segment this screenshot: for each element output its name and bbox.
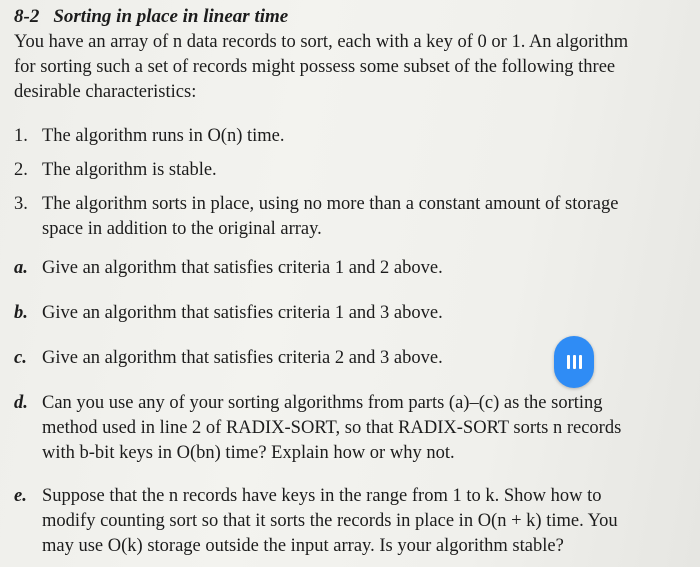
criterion-3 — [14, 192, 684, 242]
criterion-label: 1. — [14, 126, 28, 146]
criterion-label: 3. — [14, 194, 28, 214]
part-a — [14, 256, 684, 281]
intro-paragraph — [14, 30, 684, 105]
part-b — [14, 301, 684, 326]
floating-menu-button[interactable] — [554, 336, 594, 388]
criterion-text: The algorithm sorts in place, using no more than a constant amount of storage — [42, 194, 619, 214]
part-d — [14, 391, 684, 466]
intro-line: desirable characteristics: — [14, 82, 197, 102]
part-text: Can you use any of your sorting algorithms from parts (a)–(c) as the sorting — [42, 393, 603, 413]
criterion-2 — [14, 158, 684, 183]
part-text: Give an algorithm that satisfies criteria 1 and 2 above. — [42, 258, 443, 278]
part-text: Give an algorithm that satisfies criteria 1 and 3 above. — [42, 303, 443, 323]
part-label: e. — [14, 486, 27, 506]
part-text: Suppose that the n records have keys in the range from 1 to k. Show how to — [42, 486, 602, 506]
part-e — [14, 484, 684, 559]
problem-heading — [14, 6, 288, 28]
part-text-continued: may use O(k) storage outside the input array. Is your algorithm stable? — [42, 536, 564, 556]
part-text-continued: modify counting sort so that it sorts the records in place in O(n + k) time. You — [42, 511, 618, 531]
criterion-label: 2. — [14, 160, 28, 180]
criterion-1 — [14, 124, 684, 149]
vertical-bars-menu-icon — [567, 355, 582, 369]
part-label: a. — [14, 258, 28, 278]
intro-line: for sorting such a set of records might possess some subset of the following three — [14, 57, 616, 77]
part-text-continued: with b-bit keys in O(bn) time? Explain how or why not. — [42, 443, 455, 463]
problem-number: 8-2 — [14, 6, 40, 27]
part-label: c. — [14, 348, 27, 368]
criterion-text: The algorithm is stable. — [42, 160, 217, 180]
part-label: d. — [14, 393, 28, 413]
part-label: b. — [14, 303, 28, 323]
intro-line: You have an array of n data records to sort, each with a key of 0 or 1. An algorithm — [14, 32, 629, 52]
part-text: Give an algorithm that satisfies criteria 2 and 3 above. — [42, 348, 443, 368]
problem-title: Sorting in place in linear time — [53, 6, 289, 27]
part-text-continued: method used in line 2 of RADIX-SORT, so that RADIX-SORT sorts n records — [42, 418, 622, 438]
criterion-text: The algorithm runs in O(n) time. — [42, 126, 285, 146]
criterion-text-continued: space in addition to the original array. — [42, 219, 322, 239]
